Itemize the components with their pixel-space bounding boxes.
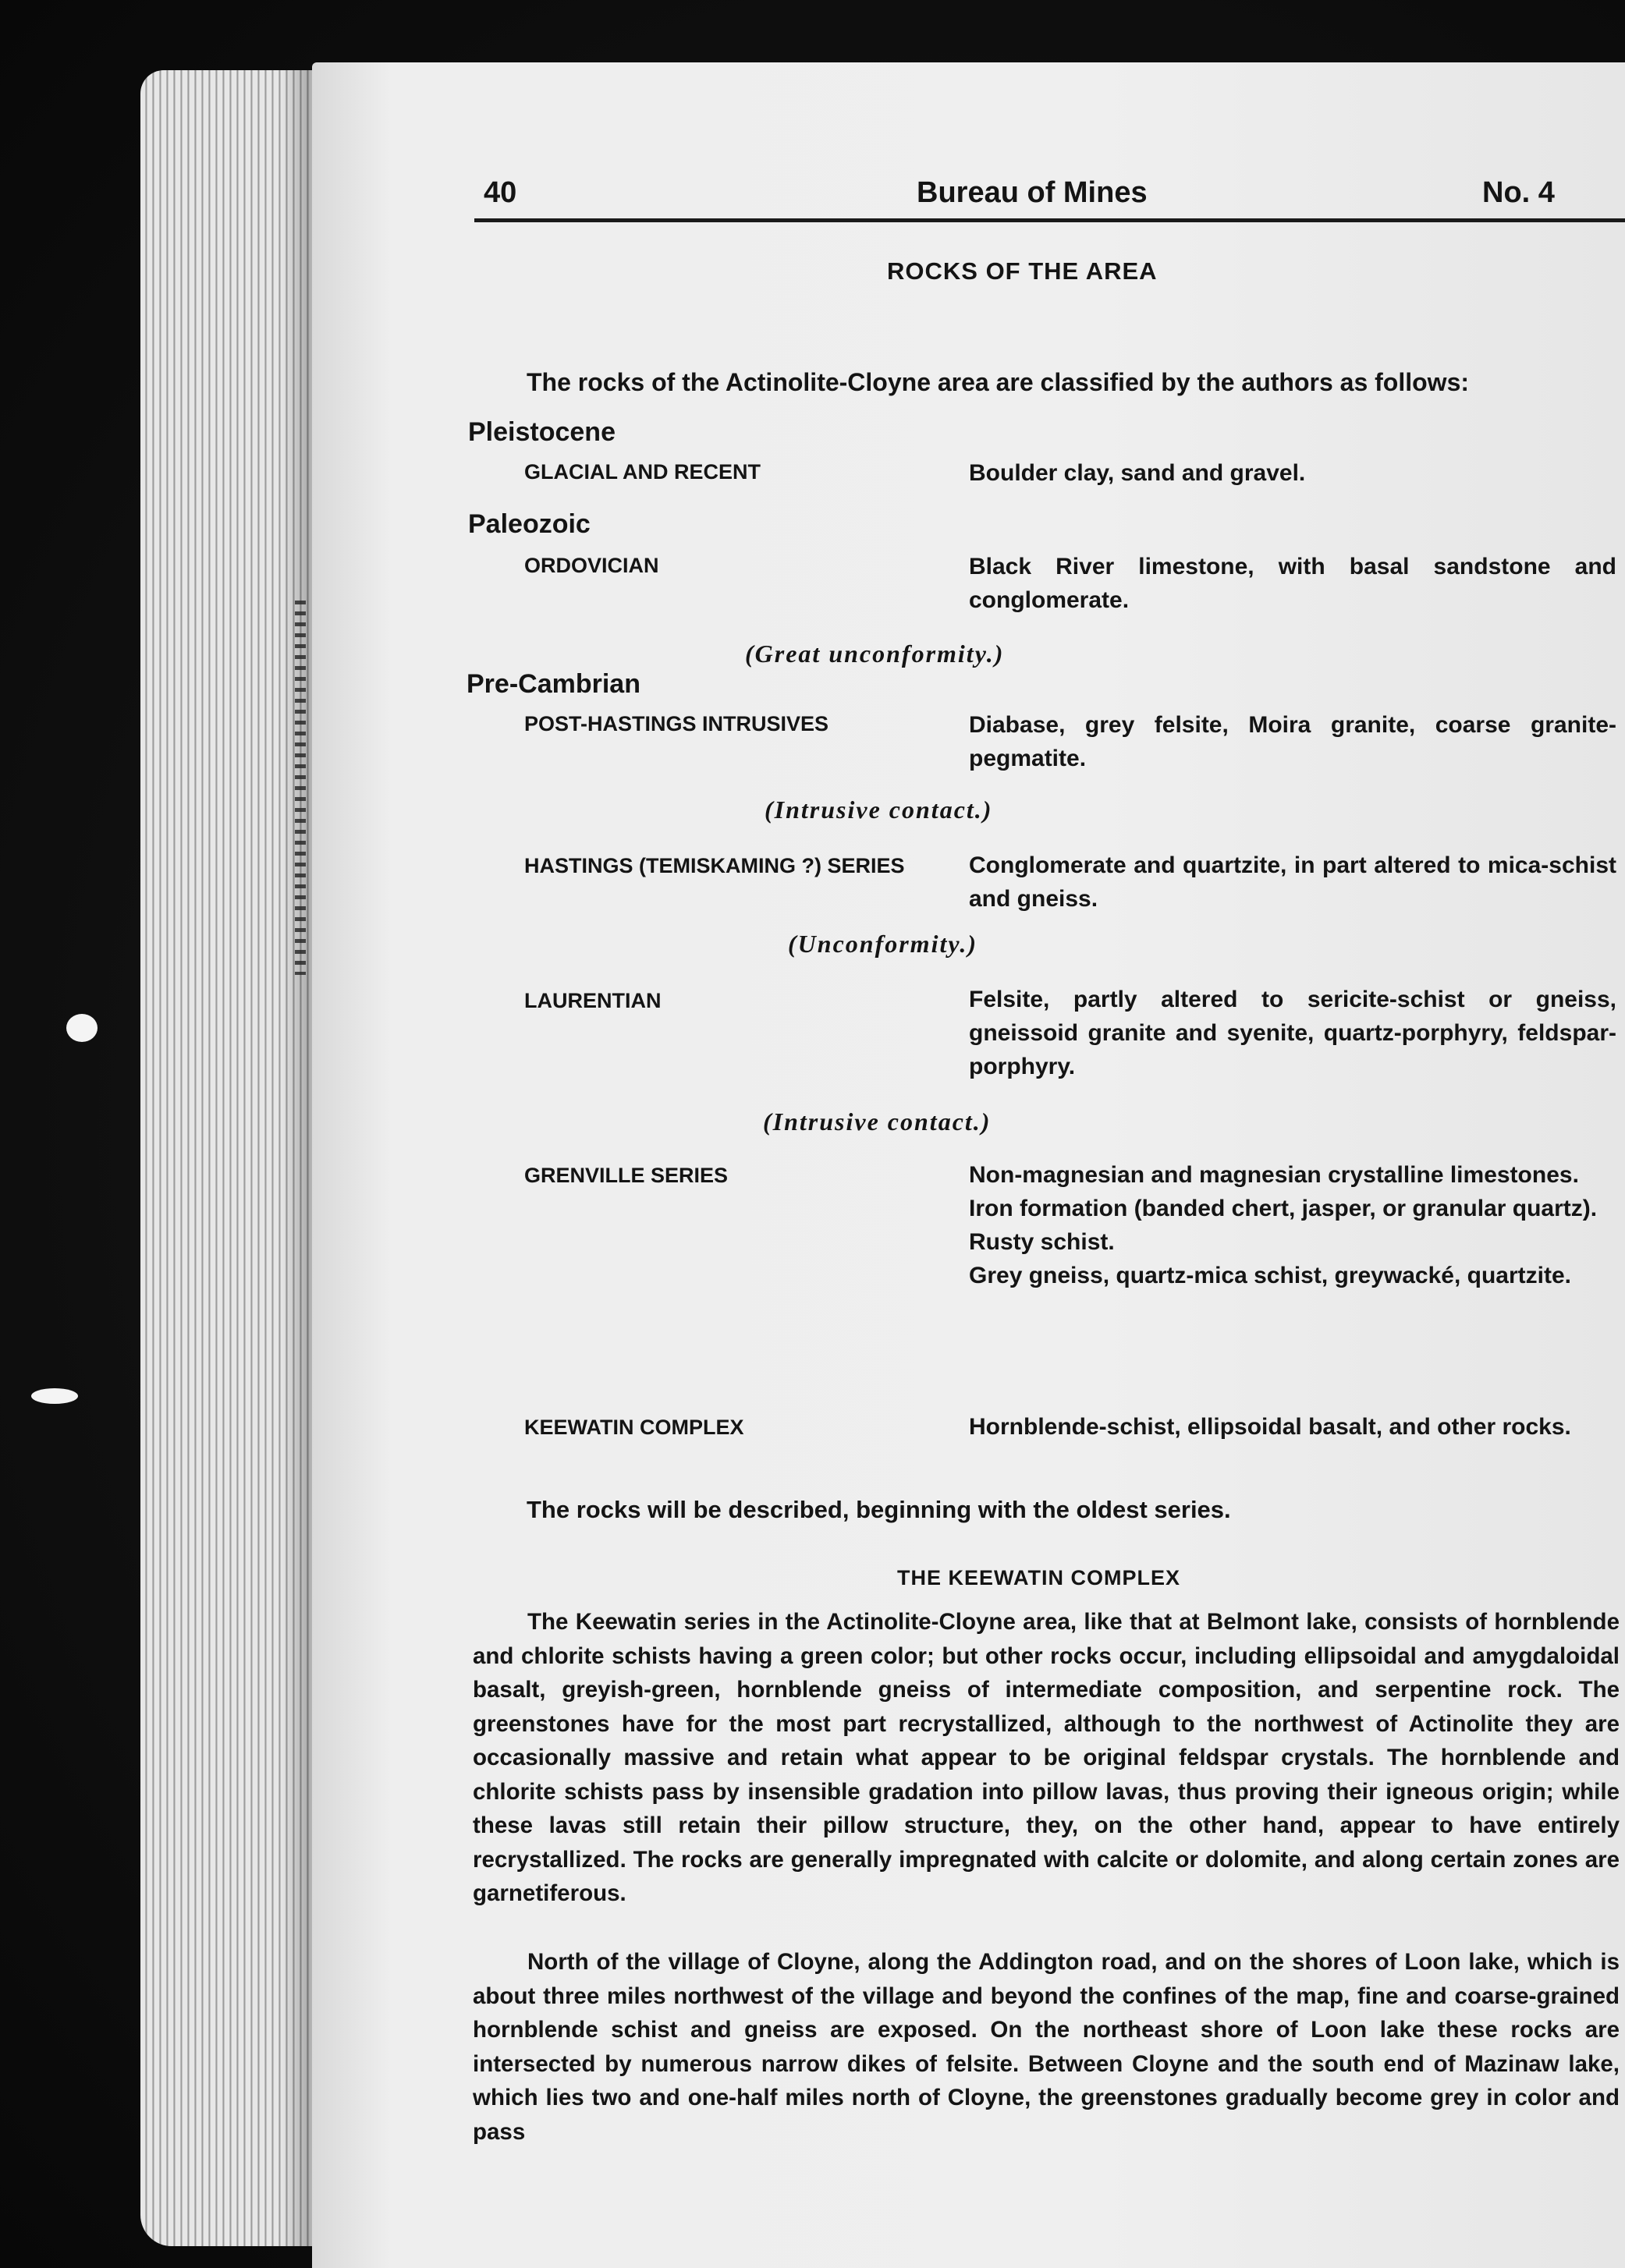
body-paragraph: The Keewatin series in the Actinolite-Cloyne area, like that at Belmont lake, consists of hornblende and chlorite schists having a green color; but other rocks occur, including ellipsoidal and amygdaloidal basalt, greyish-green, hornblende gneiss of intermediate composition, and serpentine rock. The greenstones have for the most part recrystallized, although to the northwest of Actinolite they are occasionally massive and retain what appear to be original feldspar crystals. The hornblende and chlorite schists pass by insensible gradation into pillow lavas, thus proving their igneous origin; while these lavas still retain their pillow structure, they, on the other hand, appear to have entirely recrystallized. The rocks are generally impregnated with calcite or dolomite, and along certain zones are garnetiferous.: [473, 1609, 1620, 1906]
description-line: Rusty schist.: [969, 1229, 1115, 1255]
body-paragraph: North of the village of Cloyne, along the Addington road, and on the shores of Loon lake, which is about three miles northwest of the village and beyond the confines of the map, fine and coarse-grained hornblende schist and gneiss are exposed. On the northeast shore of Loon lake these rocks are intersected by numerous narrow dikes of felsite. Between Cloyne and the south end of Mazinaw lake, which lies two and one-half miles north of Cloyne, the greenstones gradually become grey in color and pass: [473, 1949, 1620, 2145]
description-line: Black River limestone, with basal sandstone and conglomerate.: [969, 554, 1616, 613]
contact-note: (Great unconformity.): [745, 640, 1005, 668]
era-label: Paleozoic: [468, 509, 591, 539]
scan-blot: [31, 1388, 78, 1404]
closing-sentence: The rocks will be described, beginning with the oldest series.: [527, 1496, 1231, 1523]
section-heading-rocks: ROCKS OF THE AREA: [887, 257, 1158, 285]
formation-description: [969, 550, 1616, 617]
formation-description: [969, 456, 1616, 490]
intro-paragraph: The rocks of the Actinolite-Cloyne area are classified by the authors as follows:: [527, 368, 1470, 396]
formation-name: KEEWATIN COMPLEX: [524, 1416, 744, 1439]
contact-note: (Intrusive contact.): [763, 1107, 992, 1136]
formation-description: [969, 849, 1616, 916]
description-line: Boulder clay, sand and gravel.: [969, 460, 1306, 486]
header-rule: [474, 218, 1625, 222]
formation-name: GRENVILLE SERIES: [524, 1164, 729, 1187]
era-label: Pleistocene: [468, 417, 616, 447]
formation-name: POST-HASTINGS INTRUSIVES: [524, 712, 829, 735]
formation-description: [969, 708, 1616, 775]
page-number: 40: [484, 176, 517, 209]
running-header: [468, 176, 1625, 231]
formation-description: [969, 1410, 1616, 1444]
description-line: Iron formation (banded chert, jasper, or granular quartz).: [969, 1196, 1598, 1221]
scan-blot: [66, 1014, 98, 1042]
description-line: Non-magnesian and magnesian crystalline limestones.: [969, 1162, 1579, 1188]
formation-name: ORDOVICIAN: [524, 554, 659, 577]
book-page: [312, 62, 1625, 2268]
section-heading-keewatin: THE KEEWATIN COMPLEX: [897, 1566, 1181, 1589]
formation-name: HASTINGS (TEMISKAMING ?) SERIES: [524, 854, 905, 877]
contact-note: (Intrusive contact.): [765, 796, 993, 824]
description-line: Diabase, grey felsite, Moira granite, coarse granite-pegmatite.: [969, 712, 1616, 771]
description-line: Conglomerate and quartzite, in part altered to mica-schist and gneiss.: [969, 852, 1616, 912]
description-line: Felsite, partly altered to sericite-schist or gneiss, gneissoid granite and syenite, quartz-porphyry, feldspar-porphyry.: [969, 987, 1616, 1079]
formation-name: GLACIAL AND RECENT: [524, 460, 761, 484]
description-line: Grey gneiss, quartz-mica schist, greywacké, quartzite.: [969, 1263, 1571, 1288]
contact-note: (Unconformity.): [788, 930, 978, 958]
binding-artifact: [295, 601, 306, 975]
running-title: Bureau of Mines: [917, 176, 1148, 209]
formation-description: [969, 1158, 1616, 1292]
era-label: Pre-Cambrian: [467, 669, 640, 699]
formation-description: [969, 983, 1616, 1083]
formation-name: LAURENTIAN: [524, 989, 662, 1012]
description-line: Hornblende-schist, ellipsoidal basalt, and other rocks.: [969, 1414, 1571, 1440]
issue-number: No. 4: [1482, 176, 1555, 209]
